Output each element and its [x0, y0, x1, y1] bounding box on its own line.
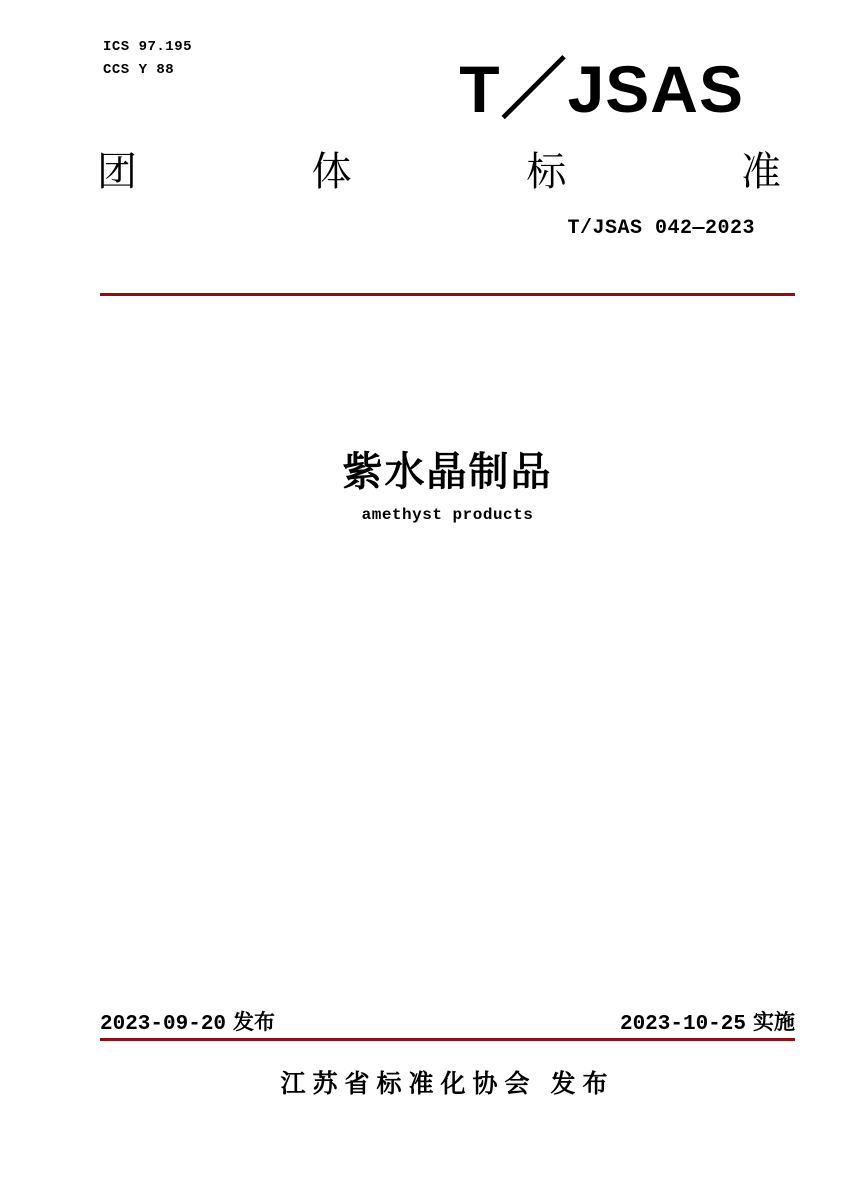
classification-codes: [103, 36, 192, 82]
standard-type-char-3: 标: [526, 150, 567, 194]
implementation-date-group: [620, 1010, 795, 1038]
standard-type-title: [97, 149, 781, 195]
title-english: amethyst products: [361, 506, 534, 524]
standard-type-char-2: 体: [311, 150, 352, 194]
dates-row: [100, 1010, 795, 1038]
implementation-date: 2023-10-25: [619, 1013, 746, 1036]
standard-type-char-1: 团: [97, 150, 137, 194]
footer-rule: [100, 1038, 795, 1041]
header-rule: [100, 293, 795, 296]
publisher-action-label: 发布: [550, 1070, 615, 1098]
release-date: 2023-09-20: [100, 1013, 227, 1036]
ics-code: ICS 97.195: [103, 39, 193, 55]
title-block: [100, 448, 795, 525]
publisher-row: [100, 1068, 795, 1100]
standard-body-logo: T／JSAS: [459, 52, 744, 126]
title-chinese: 紫水晶制品: [342, 450, 553, 494]
release-label: 发布: [233, 1011, 276, 1034]
release-date-group: [100, 1010, 275, 1038]
implementation-label: 实施: [753, 1011, 795, 1034]
standard-type-char-4: 准: [740, 150, 781, 194]
publisher-name: 江苏省标准化协会: [280, 1070, 537, 1098]
ccs-code: CCS Y 88: [103, 62, 175, 78]
document-number: T/JSAS 042—2023: [567, 217, 755, 240]
